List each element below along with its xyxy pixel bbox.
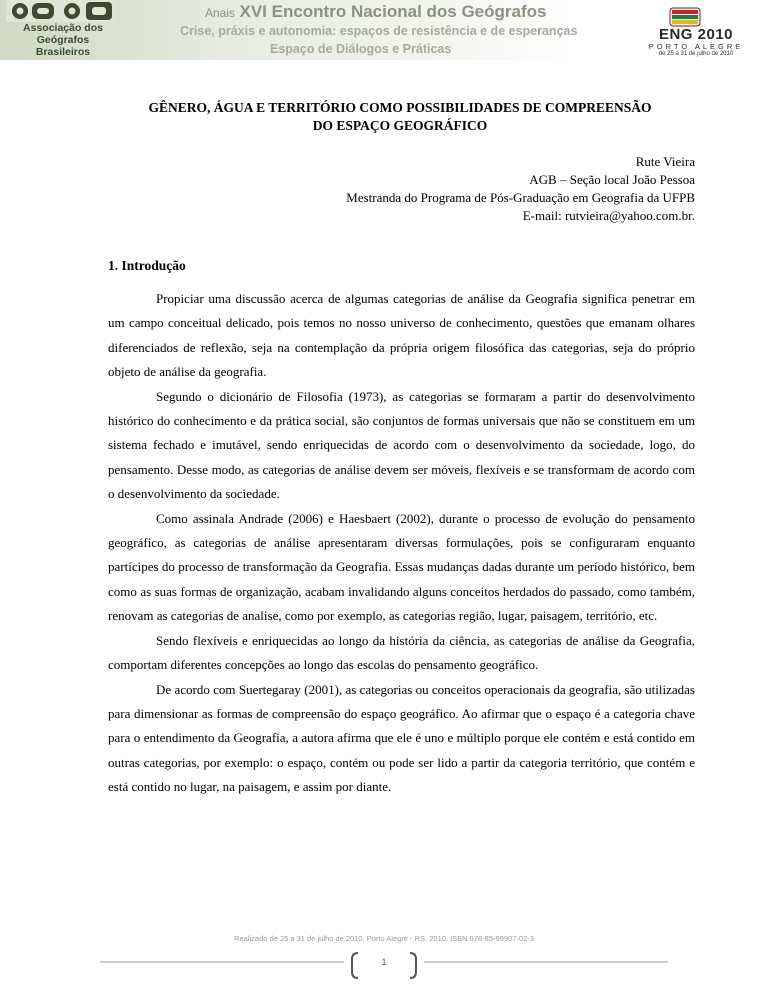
agb-line: Associação dos [23, 22, 103, 34]
author-block [346, 153, 695, 225]
title-line: DO ESPAÇO GEOGRÁFICO [312, 118, 488, 133]
paragraph: Sendo flexíveis e enriquecidas ao longo da história da ciência, as categorias de análise da Geografia, comportam diferentes concepções ao longo das escolas do pensamento geográfico. [108, 632, 695, 673]
footer-text: Realizado de 25 a 31 de julho de 2010. Porto Alegre - RS, 2010. ISBN 978-85-99907-02-3 [234, 934, 534, 943]
event-name: XVI Encontro Nacional dos Geógrafos [239, 2, 547, 21]
agb-logo-mark [6, 0, 116, 22]
eng-badge-icon [668, 6, 702, 28]
agb-name [4, 22, 122, 58]
author-program: Mestranda do Programa de Pós-Graduação em Geografia da UFPB [346, 190, 695, 205]
author-affiliation: AGB – Seção local João Pessoa [529, 172, 695, 187]
author-email: E-mail: rutvieira@yahoo.com.br. [522, 208, 695, 223]
paragraph: De acordo com Suertegaray (2001), as categorias ou conceitos operacionais da geografia, são utilizadas para dimensionar as formas de compreensão do espaço geográfico. Ao afirmar que o espaço é a categoria chave para o entendimento da Geografia, a autora afirma que ele é uno e múltiplo porque ele contém e está contido em outras categorias, por exemplo: o espaço, contém ou pode ser lido a partir da categoria território, que contém e está contido no lugar, na paisagem, e assim por diante. [108, 681, 695, 795]
event-subtitle: Crise, práxis e autonomia: espaços de resistência e de esperanças [180, 24, 578, 38]
agb-line: Geógrafos [36, 34, 90, 46]
paper-title [108, 99, 692, 135]
anais-prefix: Anais [205, 6, 236, 20]
header-banner [0, 0, 768, 60]
eng-logo [628, 4, 764, 60]
section-heading: 1. Introdução [108, 258, 186, 273]
event-title [205, 2, 546, 22]
eng-city: PORTO ALEGRE [648, 42, 744, 51]
paragraph: Propiciar uma discussão acerca de algumas categorias de análise da Geografia significa penetrar em um campo conceitual delicado, pois temos no nosso universo de conhecimento, questões que emanam olhares diferenciados de reflexão, seja na contemplação da própria origem filosófica das categorias, seja do próprio objeto de análise da geografia. [108, 291, 695, 380]
agb-logo [4, 0, 119, 60]
paragraph: Como assinala Andrade (2006) e Haesbaert (2002), durante o processo de evolução do pensamento geográfico, as categorias de análise apresentaram diversas formulações, pois se configuraram enquanto partícipes do processo de transformação da Geografia. Essas mudanças dadas durante um período histórico, bem como as suas formas de organização, acabam invalidando alguns conceitos herdados do passado, como também, renovam as categorias de analise, como por exemplo, as categorias região, lugar, paisagem, território, etc. [108, 510, 695, 624]
eng-dates: de 25 a 31 de julho de 2010 [658, 51, 734, 57]
agb-line: Brasileiros [35, 46, 91, 58]
eng-title: ENG 2010 [658, 26, 734, 43]
event-subtitle-2: Espaço de Diálogos e Práticas [270, 42, 452, 56]
title-line: GÊNERO, ÁGUA E TERRITÓRIO COMO POSSIBILIDADES DE COMPREENSÃO [148, 100, 652, 115]
page-number: 1 [381, 957, 387, 967]
paragraph: Segundo o dicionário de Filosofia (1973), as categorias se formaram a partir do desenvolvimento histórico do conhecimento e da prática social, são conjuntos de formas universais que não se constituem em um sistema fechado e imutável, sendo enriquecidas de acordo com o desenvolvimento da sociedade, logo, do pensamento. Desse modo, as categorias de análise devem ser móveis, flexíveis e se transformam de acordo com o desenvolvimento da sociedade. [108, 388, 695, 502]
author-name: Rute Vieira [635, 154, 695, 169]
body-text [108, 287, 695, 800]
